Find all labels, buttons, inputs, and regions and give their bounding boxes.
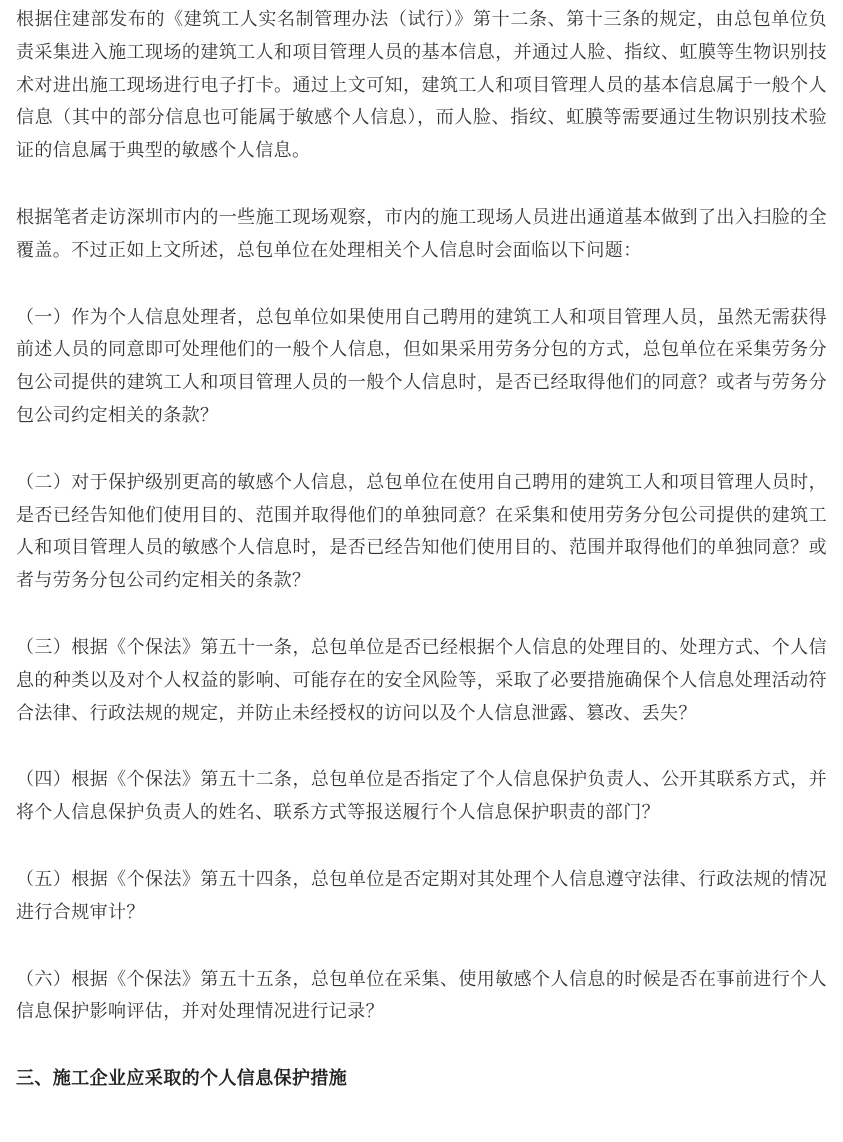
paragraph-issue-1: （一）作为个人信息处理者，总包单位如果使用自己聘用的建筑工人和项目管理人员，虽然无需获得前述人员的同意即可处理他们的一般个人信息，但如果采用劳务分包的方式，总包单位在采集劳务分包公司提供的建筑工人和项目管理人员的一般个人信息时，是否已经取得他们的同意？或者与劳务分包公司约定相关的条款？ bbox=[16, 306, 827, 426]
paragraph-issue-5: （五）根据《个保法》第五十四条，总包单位是否定期对其处理个人信息遵守法律、行政法规的情况进行合规审计？ bbox=[16, 868, 827, 923]
paragraph-issue-2: （二）对于保护级别更高的敏感个人信息，总包单位在使用自己聘用的建筑工人和项目管理人员时，是否已经告知他们使用目的、范围并取得他们的单独同意？在采集和使用劳务分包公司提供的建筑工人和项目管理人员的敏感个人信息时，是否已经告知他们使用目的、范围并取得他们的单独同意？或者与劳务分包公司约定相关的条款？ bbox=[16, 471, 827, 592]
paragraph-intro-regulation: 根据住建部发布的《建筑工人实名制管理办法（试行）》第十二条、第十三条的规定，由总包单位负责采集进入施工现场的建筑工人和项目管理人员的基本信息，并通过人脸、指纹、虹膜等生物识别技术对进出施工现场进行电子打卡。通过上文可知，建筑工人和项目管理人员的基本信息属于一般个人信息（其中的部分信息也可能属于敏感个人信息），而人脸、指纹、虹膜等需要通过生物识别技术验证的信息属于典型的敏感个人信息。 bbox=[16, 9, 827, 162]
paragraph-issue-4: （四）根据《个保法》第五十二条，总包单位是否指定了个人信息保护负责人、公开其联系方式，并将个人信息保护负责人的姓名、联系方式等报送履行个人信息保护职责的部门？ bbox=[16, 769, 827, 824]
paragraph-issue-6: （六）根据《个保法》第五十五条，总包单位在采集、使用敏感个人信息的时候是否在事前进行个人信息保护影响评估，并对处理情况进行记录？ bbox=[16, 968, 827, 1023]
paragraph-issue-3: （三）根据《个保法》第五十一条，总包单位是否已经根据个人信息的处理目的、处理方式、个人信息的种类以及对个人权益的影响、可能存在的安全风险等，采取了必要措施确保个人信息处理活动符合法律、行政法规的规定，并防止未经授权的访问以及个人信息泄露、篡改、丢失？ bbox=[16, 636, 827, 724]
paragraph-site-observation: 根据笔者走访深圳市内的一些施工现场观察，市内的施工现场人员进出通道基本做到了出入扫脸的全覆盖。不过正如上文所述，总包单位在处理相关个人信息时会面临以下问题： bbox=[16, 206, 827, 261]
section-heading: 三、施工企业应采取的个人信息保护措施 bbox=[16, 1068, 348, 1090]
